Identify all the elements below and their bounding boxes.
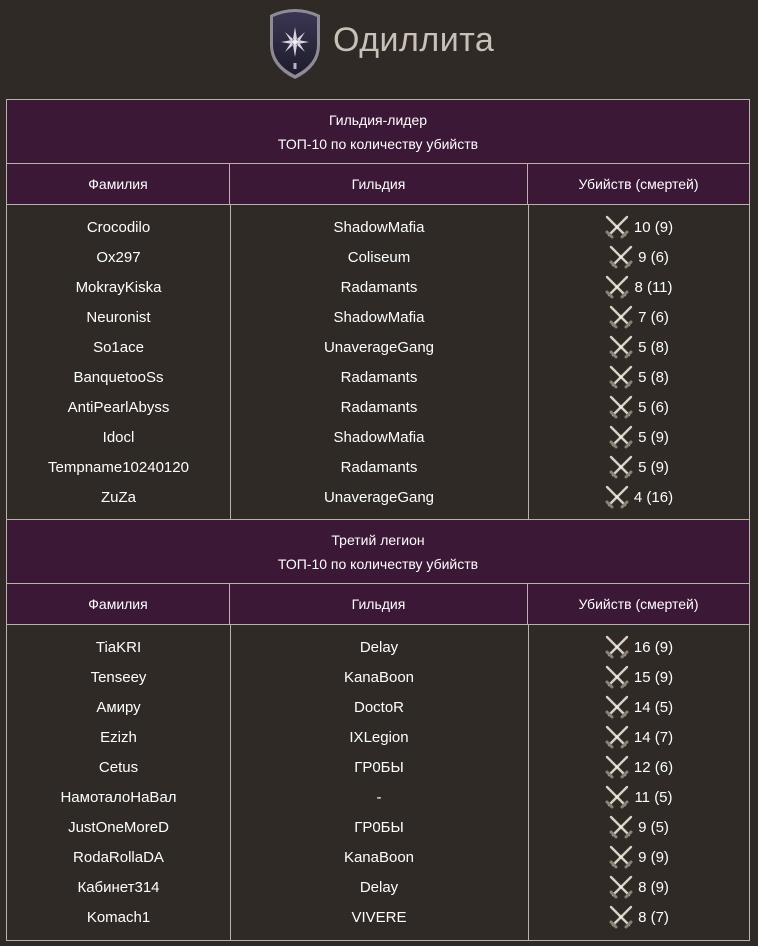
player-guild: Radamants bbox=[340, 398, 418, 416]
player-surname: Komach1 bbox=[86, 908, 151, 926]
kills-deaths-cell bbox=[528, 272, 749, 302]
board-title bbox=[7, 100, 749, 164]
score bbox=[604, 274, 672, 300]
kills-deaths-cell bbox=[528, 812, 749, 842]
table-row bbox=[7, 692, 749, 722]
crossed-swords-icon bbox=[608, 424, 634, 450]
kills-deaths-value: 5 (6) bbox=[638, 398, 669, 416]
table-row bbox=[7, 212, 749, 242]
crossed-swords-icon bbox=[608, 454, 634, 480]
kills-deaths-value: 4 (16) bbox=[633, 488, 674, 506]
player-guild: Delay bbox=[359, 878, 399, 896]
table-row bbox=[7, 332, 749, 362]
player-guild: IXLegion bbox=[349, 728, 409, 746]
crossed-swords-icon bbox=[604, 754, 630, 780]
player-surname: Tenseey bbox=[90, 668, 147, 686]
player-guild: UnaverageGang bbox=[323, 338, 435, 356]
player-surname: Idocl bbox=[102, 428, 135, 446]
kills-deaths-cell bbox=[528, 212, 749, 242]
board-title-line2: ТОП-10 по количеству убийств bbox=[277, 556, 479, 572]
player-surname: Neuronist bbox=[86, 308, 151, 326]
kills-deaths-cell bbox=[528, 332, 749, 362]
kills-deaths-cell bbox=[528, 392, 749, 422]
kills-deaths-value: 9 (5) bbox=[638, 818, 669, 836]
score bbox=[608, 454, 669, 480]
crossed-swords-icon bbox=[608, 904, 634, 930]
player-surname: Амиру bbox=[96, 698, 141, 716]
crossed-swords-icon bbox=[604, 694, 630, 720]
header-kills-deaths: Убийств (смертей) bbox=[578, 596, 699, 612]
player-guild: Radamants bbox=[340, 458, 418, 476]
header-surname: Фамилия bbox=[7, 164, 230, 204]
table-row bbox=[7, 812, 749, 842]
player-guild: ShadowMafia bbox=[333, 308, 425, 326]
table-row bbox=[7, 782, 749, 812]
crossed-swords-icon bbox=[604, 274, 630, 300]
kills-deaths-cell bbox=[528, 782, 749, 812]
score bbox=[608, 874, 669, 900]
table-row bbox=[7, 362, 749, 392]
kills-deaths-cell bbox=[528, 362, 749, 392]
column-divider bbox=[528, 205, 529, 520]
table-row bbox=[7, 872, 749, 902]
kills-deaths-value: 8 (11) bbox=[634, 278, 673, 296]
kills-deaths-value: 8 (9) bbox=[638, 878, 669, 896]
player-guild: ГР0БЫ bbox=[354, 758, 404, 776]
score bbox=[604, 214, 673, 240]
crossed-swords-icon bbox=[608, 814, 634, 840]
table-row bbox=[7, 302, 749, 332]
player-surname: Tempname10240120 bbox=[48, 458, 189, 476]
kills-deaths-value: 5 (9) bbox=[638, 458, 669, 476]
score bbox=[608, 304, 669, 330]
board-title-line2: ТОП-10 по количеству убийств bbox=[277, 136, 479, 152]
player-guild: ShadowMafia bbox=[333, 428, 425, 446]
column-divider bbox=[230, 625, 231, 940]
player-guild: Radamants bbox=[340, 278, 418, 296]
score bbox=[608, 424, 669, 450]
table-row bbox=[7, 242, 749, 272]
player-surname: RodaRollaDA bbox=[73, 848, 164, 866]
kills-deaths-cell bbox=[528, 632, 749, 662]
kills-deaths-cell bbox=[528, 452, 749, 482]
score bbox=[604, 784, 672, 810]
player-surname: JustOneMoreD bbox=[68, 818, 169, 836]
board-title bbox=[7, 520, 749, 584]
table-row bbox=[7, 422, 749, 452]
player-surname: So1ace bbox=[93, 338, 144, 356]
player-surname: BanquetooSs bbox=[73, 368, 164, 386]
score bbox=[608, 244, 669, 270]
table-row bbox=[7, 632, 749, 662]
player-surname: MokrayKiska bbox=[75, 278, 162, 296]
score bbox=[604, 634, 673, 660]
kills-deaths-cell bbox=[528, 482, 749, 512]
player-guild: KanaBoon bbox=[343, 848, 415, 866]
header-surname: Фамилия bbox=[7, 584, 230, 624]
crossed-swords-icon bbox=[608, 844, 634, 870]
player-surname: Cetus bbox=[98, 758, 139, 776]
kills-deaths-value: 12 (6) bbox=[633, 758, 674, 776]
table-row bbox=[7, 482, 749, 512]
player-surname: TiaKRI bbox=[95, 638, 142, 656]
kills-deaths-cell bbox=[528, 242, 749, 272]
player-surname: НамоталоНаВал bbox=[60, 788, 177, 806]
kills-deaths-value: 5 (9) bbox=[638, 428, 669, 446]
kills-deaths-value: 10 (9) bbox=[633, 218, 674, 236]
kills-deaths-cell bbox=[528, 302, 749, 332]
table-row bbox=[7, 662, 749, 692]
player-surname: Ezizh bbox=[100, 728, 137, 746]
kills-deaths-value: 5 (8) bbox=[638, 338, 669, 356]
crossed-swords-icon bbox=[604, 484, 630, 510]
player-surname: AntiPearlAbyss bbox=[67, 398, 170, 416]
kills-deaths-value: 14 (7) bbox=[633, 728, 674, 746]
score bbox=[604, 694, 673, 720]
kills-deaths-value: 8 (7) bbox=[638, 908, 669, 926]
kills-deaths-value: 7 (6) bbox=[638, 308, 669, 326]
header-kills-deaths: Убийств (смертей) bbox=[578, 176, 699, 192]
player-surname: ZuZa bbox=[100, 488, 136, 506]
score bbox=[604, 724, 673, 750]
table-row bbox=[7, 752, 749, 782]
table-row bbox=[7, 842, 749, 872]
column-divider bbox=[230, 205, 231, 520]
score bbox=[604, 754, 673, 780]
region-title: Одиллита bbox=[333, 21, 495, 59]
kills-deaths-cell bbox=[528, 422, 749, 452]
score bbox=[604, 664, 673, 690]
crossed-swords-icon bbox=[608, 304, 634, 330]
column-headers bbox=[7, 584, 749, 625]
player-guild: ГР0БЫ bbox=[354, 818, 404, 836]
header-guild: Гильдия bbox=[230, 164, 528, 204]
score bbox=[608, 364, 669, 390]
player-guild: KanaBoon bbox=[343, 668, 415, 686]
player-guild: ShadowMafia bbox=[333, 218, 425, 236]
leader-guild-board bbox=[6, 99, 750, 521]
board-title-line1: Гильдия-лидер bbox=[328, 112, 428, 128]
region-header bbox=[0, 0, 758, 90]
crossed-swords-icon bbox=[608, 394, 634, 420]
score bbox=[608, 844, 669, 870]
table-row bbox=[7, 452, 749, 482]
odillita-shield-emblem-icon bbox=[262, 5, 328, 81]
crossed-swords-icon bbox=[604, 214, 630, 240]
kills-deaths-cell bbox=[528, 872, 749, 902]
crossed-swords-icon bbox=[608, 874, 634, 900]
score bbox=[608, 904, 669, 930]
kills-deaths-value: 11 (5) bbox=[634, 788, 673, 806]
kills-deaths-value: 9 (9) bbox=[638, 848, 669, 866]
board-title-line1: Третий легион bbox=[331, 532, 425, 548]
kills-deaths-value: 14 (5) bbox=[633, 698, 674, 716]
player-surname: Кабинет314 bbox=[77, 878, 160, 896]
column-divider bbox=[528, 625, 529, 940]
header-guild: Гильдия bbox=[230, 584, 528, 624]
table-body bbox=[7, 625, 749, 941]
kills-deaths-cell bbox=[528, 902, 749, 932]
table-row bbox=[7, 272, 749, 302]
crossed-swords-icon bbox=[604, 784, 630, 810]
kills-deaths-value: 9 (6) bbox=[638, 248, 669, 266]
column-headers bbox=[7, 164, 749, 205]
player-guild: Delay bbox=[359, 638, 399, 656]
player-guild: VIVERE bbox=[351, 908, 407, 926]
crossed-swords-icon bbox=[604, 724, 630, 750]
table-body bbox=[7, 205, 749, 521]
table-row bbox=[7, 902, 749, 932]
player-guild: - bbox=[376, 788, 382, 806]
player-guild: Coliseum bbox=[347, 248, 411, 266]
kills-deaths-value: 15 (9) bbox=[633, 668, 674, 686]
kills-deaths-cell bbox=[528, 842, 749, 872]
player-guild: Radamants bbox=[340, 368, 418, 386]
player-surname: Crocodilo bbox=[86, 218, 151, 236]
crossed-swords-icon bbox=[604, 634, 630, 660]
score bbox=[608, 814, 669, 840]
crossed-swords-icon bbox=[608, 364, 634, 390]
score bbox=[608, 394, 669, 420]
kills-deaths-cell bbox=[528, 752, 749, 782]
player-guild: UnaverageGang bbox=[323, 488, 435, 506]
score bbox=[608, 334, 669, 360]
crossed-swords-icon bbox=[608, 244, 634, 270]
kills-deaths-cell bbox=[528, 722, 749, 752]
player-surname: Ox297 bbox=[96, 248, 141, 266]
kills-deaths-value: 5 (8) bbox=[638, 368, 669, 386]
table-row bbox=[7, 392, 749, 422]
table-row bbox=[7, 722, 749, 752]
kills-deaths-cell bbox=[528, 662, 749, 692]
player-guild: DoctoR bbox=[353, 698, 405, 716]
third-legion-board bbox=[6, 519, 750, 941]
kills-deaths-value: 16 (9) bbox=[633, 638, 674, 656]
score bbox=[604, 484, 673, 510]
crossed-swords-icon bbox=[604, 664, 630, 690]
crossed-swords-icon bbox=[608, 334, 634, 360]
kills-deaths-cell bbox=[528, 692, 749, 722]
